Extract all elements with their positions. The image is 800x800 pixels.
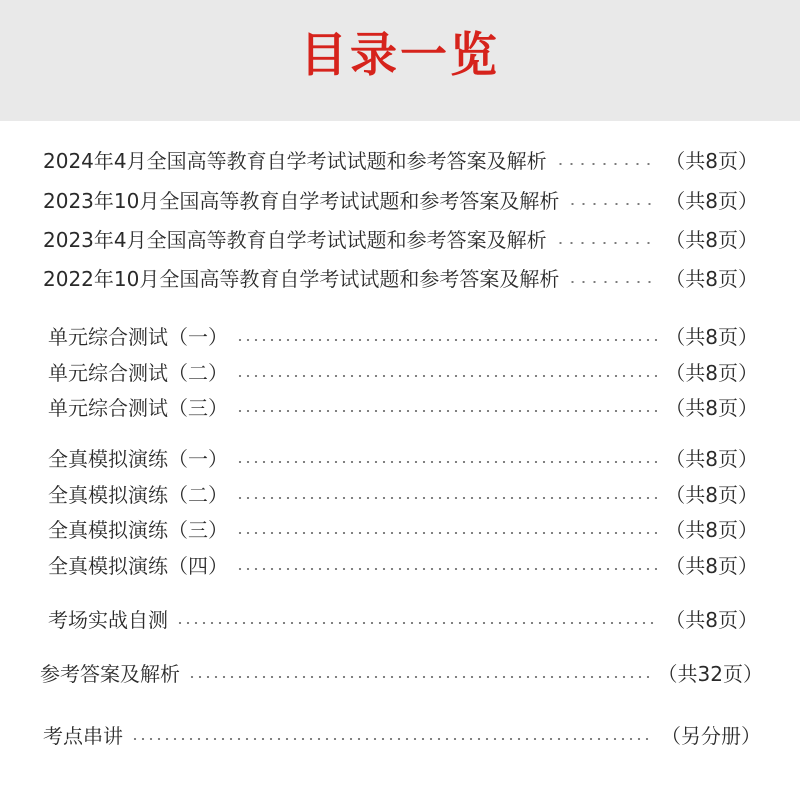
toc-entry — [43, 146, 758, 176]
toc-entry-pages: （共32页） — [657, 662, 763, 686]
toc-entry-title: 全真模拟演练（三） — [48, 518, 228, 542]
toc-entry-pages: （共8页） — [665, 554, 758, 578]
toc-entry-title: 2023年4月全国高等教育自学考试试题和参考答案及解析 — [43, 228, 547, 252]
toc-entry — [43, 721, 761, 751]
toc-entry-pages: （共8页） — [665, 608, 758, 632]
toc-entry — [48, 515, 758, 545]
toc-entry-title: 考点串讲 — [43, 724, 123, 748]
dot-leader — [236, 568, 657, 570]
toc-entry — [48, 322, 758, 352]
toc-entry-title: 全真模拟演练（四） — [48, 554, 228, 578]
toc-entry-pages: （另分册） — [661, 724, 761, 748]
dot-leader — [236, 497, 657, 499]
dot-leader — [567, 281, 657, 283]
toc-entry — [43, 186, 758, 216]
dot-leader — [236, 410, 657, 412]
dot-leader — [555, 163, 658, 165]
dot-leader — [236, 339, 657, 341]
toc-entry-title: 考场实战自测 — [48, 608, 168, 632]
dot-leader — [567, 203, 657, 205]
toc-entry-pages: （共8页） — [665, 447, 758, 471]
toc-entry — [48, 393, 758, 423]
toc-entry — [43, 264, 758, 294]
toc-entry — [48, 358, 758, 388]
toc-entry-pages: （共8页） — [665, 189, 758, 213]
toc-entry-pages: （共8页） — [665, 396, 758, 420]
header-banner — [0, 0, 800, 121]
dot-leader — [555, 242, 658, 244]
toc-entry-pages: （共8页） — [665, 325, 758, 349]
page-title: 目录一览 — [300, 28, 500, 83]
toc-entry-pages: （共8页） — [665, 228, 758, 252]
toc-entry — [48, 551, 758, 581]
dot-leader — [188, 676, 650, 678]
toc-entry-title: 单元综合测试（三） — [48, 396, 228, 420]
toc-entry-title: 单元综合测试（一） — [48, 325, 228, 349]
toc-entry-pages: （共8页） — [665, 149, 758, 173]
dot-leader — [176, 622, 657, 624]
toc-entry-title: 2024年4月全国高等教育自学考试试题和参考答案及解析 — [43, 149, 547, 173]
toc-entry — [43, 225, 758, 255]
toc-entry-title: 全真模拟演练（一） — [48, 447, 228, 471]
toc-entry — [40, 659, 763, 689]
toc-entry-title: 全真模拟演练（二） — [48, 483, 228, 507]
dot-leader — [236, 375, 657, 377]
toc-entry-title: 参考答案及解析 — [40, 662, 180, 686]
toc-entry — [48, 444, 758, 474]
toc-entry — [48, 605, 758, 635]
dot-leader — [236, 532, 657, 534]
toc-entry — [48, 480, 758, 510]
toc-entry-title: 2023年10月全国高等教育自学考试试题和参考答案及解析 — [43, 189, 560, 213]
toc-entry-pages: （共8页） — [665, 518, 758, 542]
toc-entry-pages: （共8页） — [665, 267, 758, 291]
dot-leader — [131, 738, 653, 740]
toc-entry-pages: （共8页） — [665, 361, 758, 385]
dot-leader — [236, 461, 657, 463]
toc-entry-title: 单元综合测试（二） — [48, 361, 228, 385]
toc-entry-pages: （共8页） — [665, 483, 758, 507]
toc-entry-title: 2022年10月全国高等教育自学考试试题和参考答案及解析 — [43, 267, 560, 291]
